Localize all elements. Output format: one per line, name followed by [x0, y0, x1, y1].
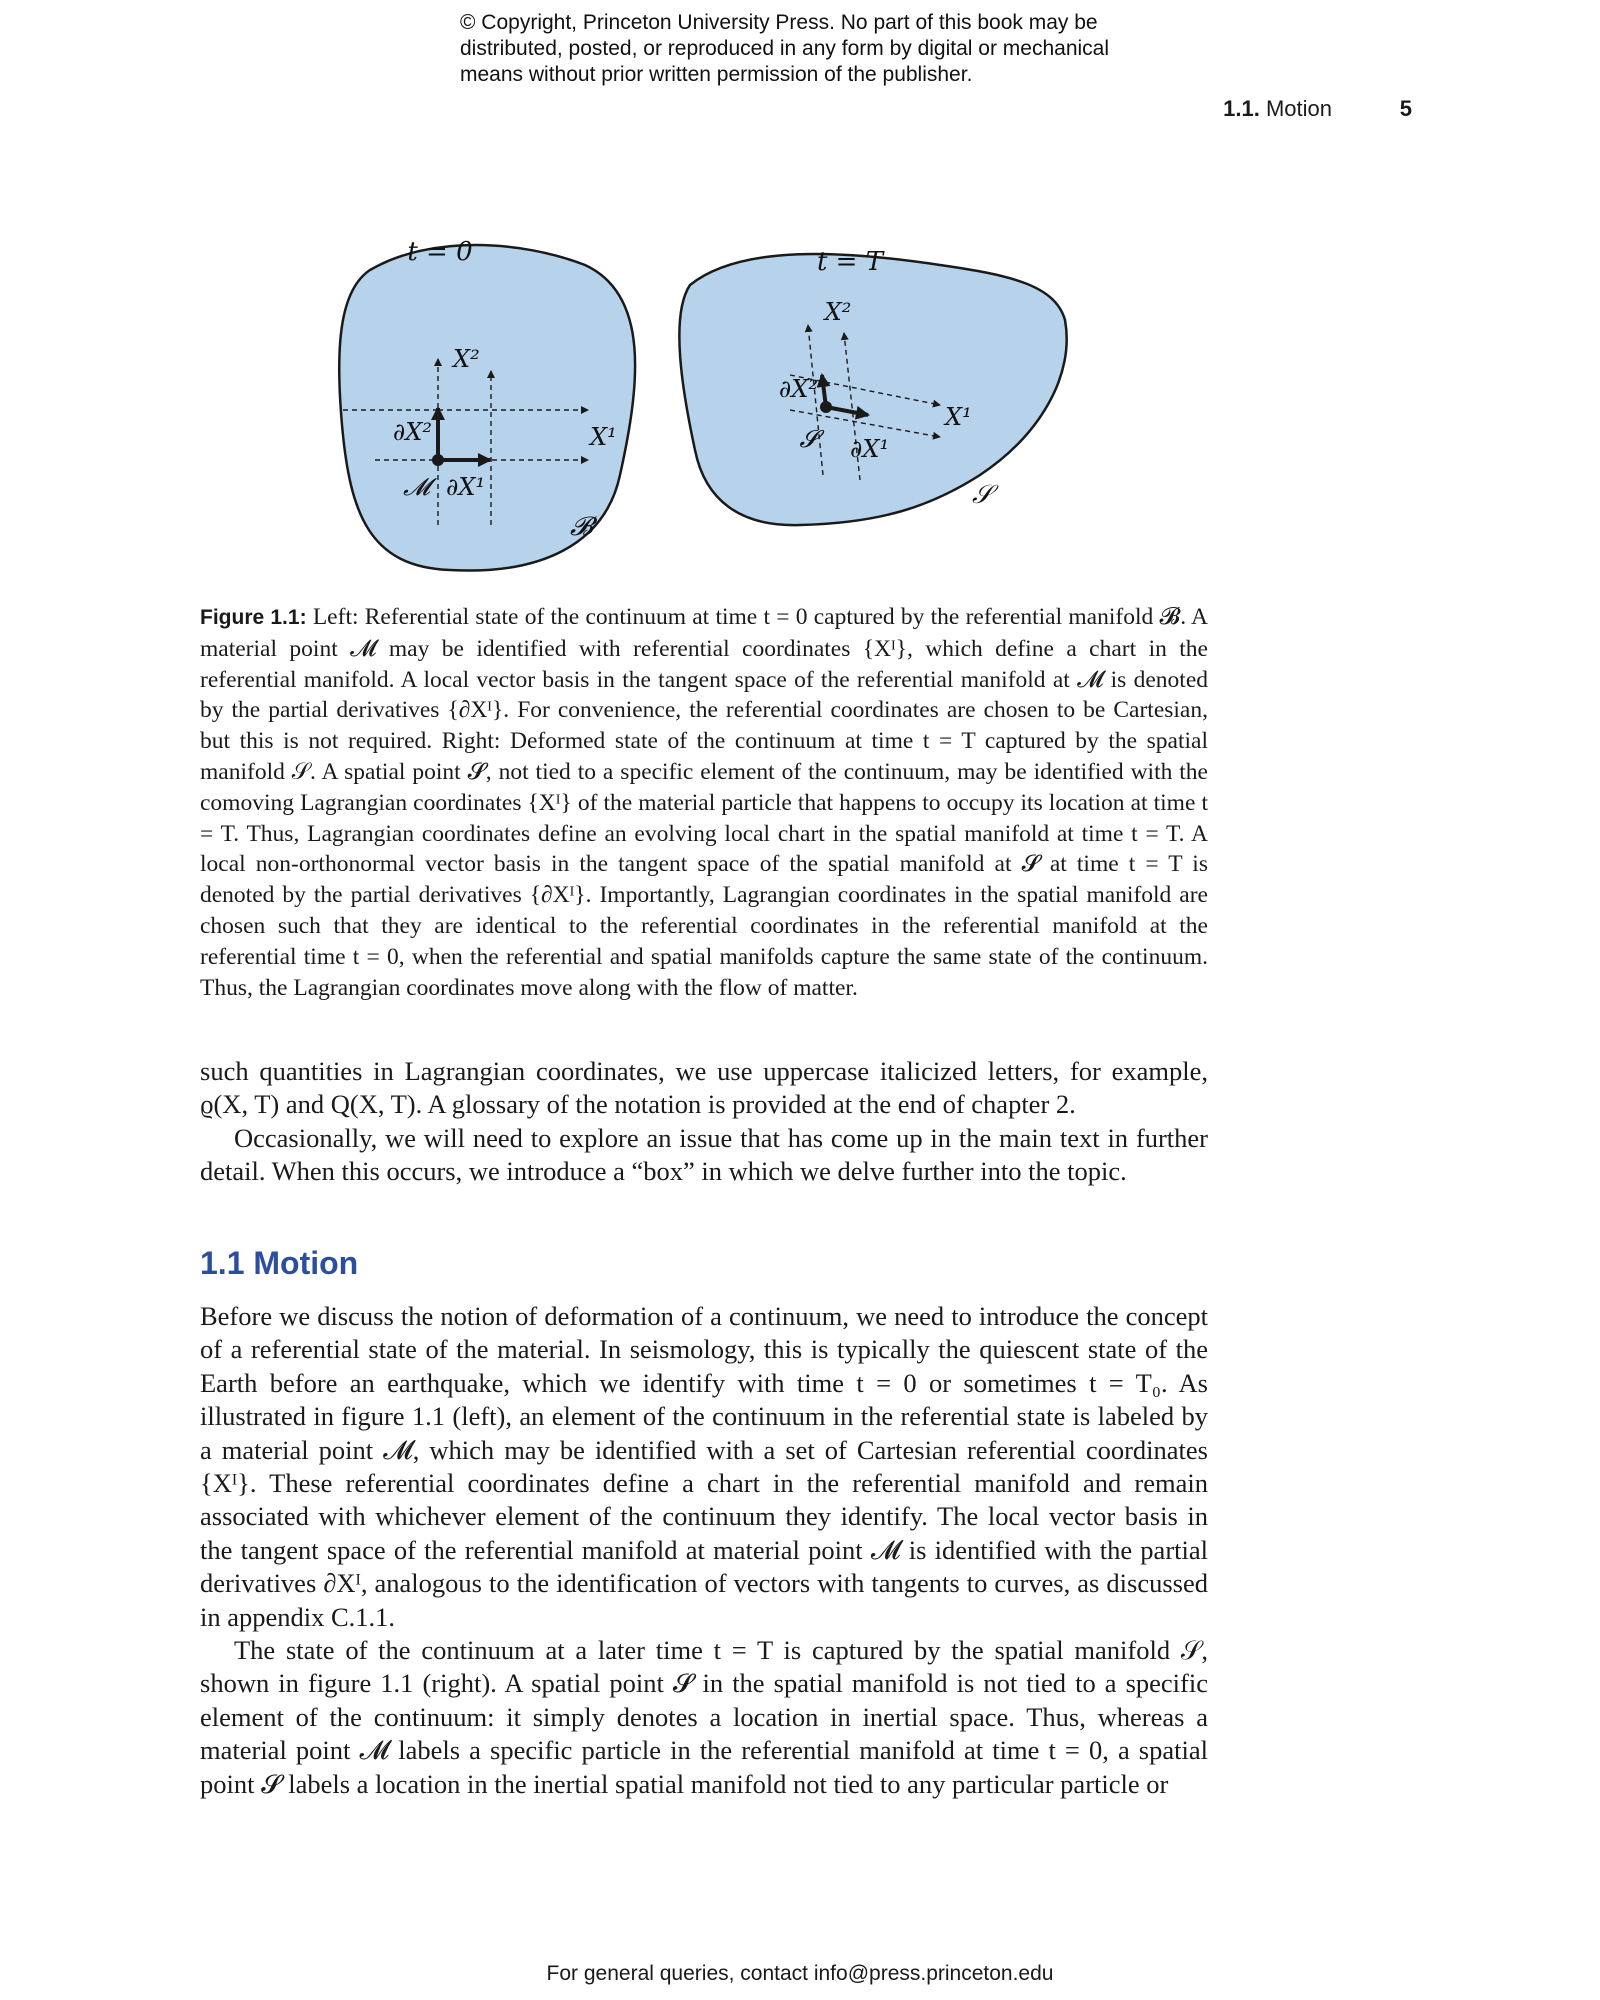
running-head-section: [1223, 96, 1332, 122]
coord-x1-label-left: X¹: [590, 423, 617, 451]
basis-x1-label-left: ∂X¹: [446, 473, 486, 501]
paragraph: such quantities in Lagrangian coordinates, we use uppercase italicized letters, for example, ϱ(X, T) and Q(X, T). A glossary of the notation is provided at the end of chapter 2.: [200, 1056, 1208, 1120]
page-number: 5: [1399, 96, 1412, 121]
spatial-manifold-label: 𝒮: [972, 480, 993, 510]
figure-caption: [200, 602, 1208, 1003]
paragraph: Before we discuss the notion of deformation of a continuum, we need to introduce the concept of a referential state of the material. In seismology, this is typically the quiescent state of the Earth before an earthquake, which we identify with time t = 0 or sometimes t = T₀. As illustrated in figure 1.1 (left), an element of the continuum in the referential state is labeled by a material point 𝓜, which may be identified with a set of Cartesian referential coordinates {Xᴵ}. These referential coordinates define a chart in the referential manifold and remain associated with whichever element of the continuum they identify. The local vector basis in the tangent space of the referential manifold at material point 𝓜 is identified with the partial derivatives ∂Xᴵ, analogous to the identification of vectors with tangents to curves, as discussed in appendix C.1.1.: [200, 1301, 1208, 1632]
running-head-section-number: 1.1.: [1223, 96, 1260, 121]
time-label-right: t = T: [816, 247, 884, 277]
copyright-notice: [460, 10, 1180, 88]
body-text-top: [200, 1055, 1208, 1189]
copyright-line: means without prior written permission of the publisher.: [460, 63, 973, 86]
basis-x1-label-right: ∂X¹: [850, 435, 890, 463]
coord-x2-label-right: X²: [824, 298, 852, 326]
material-point-label: 𝓜: [403, 473, 430, 501]
spatial-manifold-shape: [679, 254, 1066, 525]
running-head-section-title: Motion: [1265, 96, 1332, 121]
copyright-line: © Copyright, Princeton University Press. No part of this book may be: [460, 11, 1098, 34]
coord-x1-label-right: X¹: [945, 403, 972, 431]
basis-x2-label-left: ∂X²: [392, 418, 432, 446]
figure-caption-label: Figure 1.1:: [200, 606, 307, 629]
referential-manifold-label: 𝓑: [570, 512, 593, 542]
coord-x2-label-left: X²: [453, 345, 480, 373]
material-point-dot: [432, 454, 444, 466]
body-text-bottom: [200, 1300, 1208, 1801]
paragraph: Occasionally, we will need to explore an issue that has come up in the main text in further detail. When this occurs, we introduce a “box” in which we delve further into the topic.: [200, 1122, 1208, 1187]
paragraph: The state of the continuum at a later time t = T is captured by the spatial manifold 𝒮, shown in figure 1.1 (right). A spatial point 𝓢 in the spatial manifold is not tied to a specific element of the continuum: it simply denotes a location in inertial space. Thus, whereas a material point 𝓜 labels a specific particle in the referential manifold at time t = 0, a spatial point 𝓢 labels a location in the inertial spatial manifold not tied to any particular particle or: [200, 1635, 1208, 1799]
basis-x2-label-right: ∂X²: [778, 375, 818, 403]
left-panel: [339, 237, 635, 571]
figure-1-1: [320, 225, 1080, 595]
right-panel: [679, 247, 1066, 525]
section-heading: 1.1 Motion: [200, 1245, 359, 1281]
figure-caption-text: Left: Referential state of the continuum at time t = 0 captured by the referential manifold 𝓑. A material point 𝓜 may be identified with referential coordinates {Xᴵ}, which define a chart in the referential manifold. A local vector basis in the tangent space of the referential manifold at 𝓜 is denoted by the partial derivatives {∂Xᴵ}. For convenience, the referential coordinates are chosen to be Cartesian, but this is not required. Right: Deformed state of the continuum at time t = T captured by the spatial manifold 𝒮. A spatial point 𝓢, not tied to a specific element of the continuum, may be identified with the comoving Lagrangian coordinates {Xᴵ} of the material particle that happens to occupy its location at time t = T. Thus, Lagrangian coordinates define an evolving local chart in the spatial manifold at time t = T. A local non-orthonormal vector basis in the tangent space of the spatial manifold at 𝓢 at time t = T is denoted by the partial derivatives {∂Xᴵ}. Importantly, Lagrangian coordinates in the spatial manifold are chosen such that they are identical to the referential coordinates in the referential manifold at the referential time t = 0, when the referential and spatial manifolds capture the same state of the continuum. Thus, the Lagrangian coordinates move along with the flow of matter.: [200, 604, 1208, 1001]
spatial-point-label: 𝓢: [799, 425, 818, 453]
spatial-point-dot: [820, 401, 832, 413]
copyright-line: distributed, posted, or reproduced in any form by digital or mechanical: [460, 37, 1110, 60]
footer-contact: For general queries, contact info@press.princeton.edu: [546, 1962, 1054, 1985]
time-label-left: t = 0: [407, 237, 473, 267]
